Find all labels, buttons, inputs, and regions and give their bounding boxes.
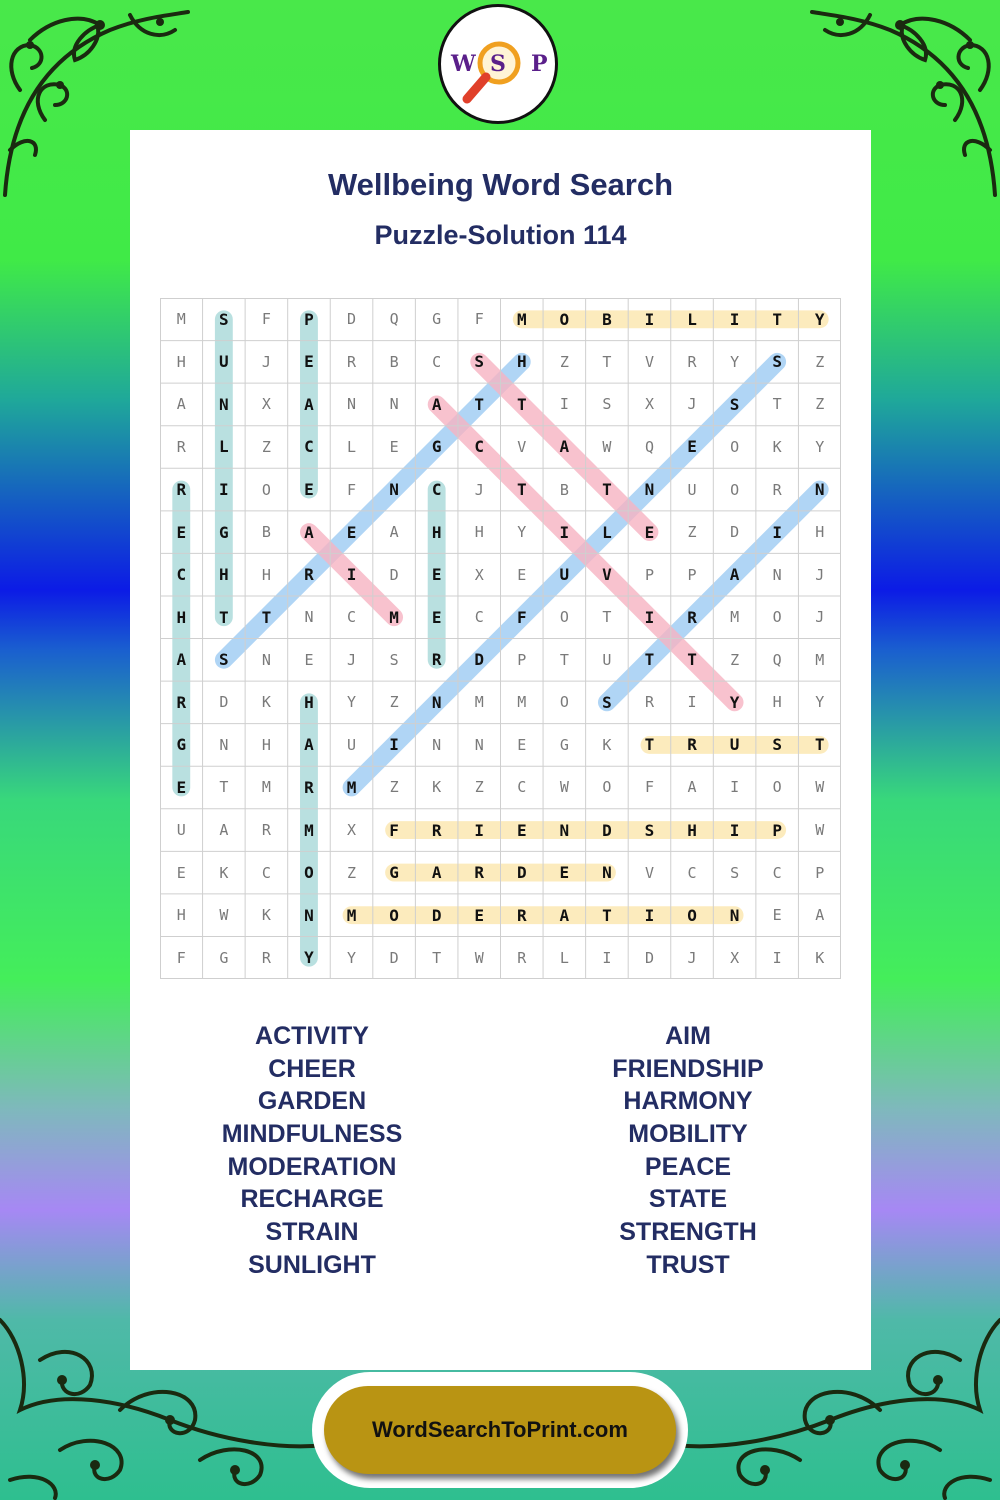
letter-grid (160, 298, 841, 979)
grid-cell[interactable]: R (687, 352, 697, 371)
grid-cell[interactable]: R (644, 693, 654, 712)
grid-cell[interactable]: R (304, 777, 314, 797)
grid-cell[interactable]: P (517, 650, 527, 669)
word-list-item: SUNLIGHT (248, 1250, 376, 1279)
puzzle-subtitle: Puzzle-Solution 114 (374, 220, 627, 250)
grid-cell[interactable]: C (474, 608, 484, 627)
word-list-item: FRIENDSHIP (612, 1054, 764, 1083)
grid-cell[interactable]: H (261, 565, 271, 584)
word-list-item: STRENGTH (619, 1218, 757, 1247)
grid-cell[interactable]: D (389, 948, 399, 967)
grid-cell[interactable]: I (644, 905, 655, 925)
grid-cell[interactable]: M (304, 820, 314, 840)
grid-cell[interactable]: S (730, 863, 740, 882)
grid-cell[interactable]: L (602, 522, 612, 542)
grid-cell[interactable]: N (432, 735, 442, 754)
grid-cell[interactable]: H (772, 693, 782, 712)
grid-cell[interactable]: G (219, 948, 229, 967)
grid-cell[interactable]: I (644, 309, 655, 329)
grid-cell[interactable]: S (772, 735, 782, 755)
grid-cell[interactable]: N (602, 863, 612, 883)
grid-cell[interactable]: H (176, 352, 186, 371)
grid-cell[interactable]: C (304, 437, 314, 457)
grid-cell[interactable]: H (261, 735, 271, 754)
grid-cell[interactable]: N (304, 905, 314, 925)
grid-cell[interactable]: Y (814, 309, 825, 329)
grid-cell[interactable]: W (815, 778, 825, 797)
grid-cell[interactable]: A (431, 394, 442, 414)
grid-cell[interactable]: S (644, 820, 655, 840)
grid-cell[interactable]: C (517, 778, 527, 797)
grid-cell[interactable]: U (347, 735, 357, 754)
grid-cell[interactable]: M (517, 693, 527, 712)
grid-cell[interactable]: M (389, 607, 399, 627)
grid-cell[interactable]: F (644, 778, 654, 797)
grid-cell[interactable]: H (176, 906, 186, 925)
grid-cell[interactable]: P (687, 565, 697, 584)
grid-cell[interactable]: L (347, 437, 357, 456)
grid-cell[interactable]: B (389, 352, 399, 371)
word-list-item: MODERATION (227, 1152, 397, 1181)
grid-cell[interactable]: J (687, 395, 697, 414)
grid-cell[interactable]: J (474, 480, 484, 499)
grid-cell[interactable]: Y (347, 948, 357, 967)
grid-cell[interactable]: J (261, 352, 271, 371)
grid-cell[interactable]: S (389, 650, 399, 669)
grid-cell[interactable]: E (559, 863, 570, 883)
grid-cell[interactable]: I (772, 948, 782, 967)
grid-cell[interactable]: C (261, 863, 271, 882)
grid-cell[interactable]: O (730, 480, 740, 499)
puzzle-title: Wellbeing Word Search (327, 167, 674, 202)
grid-cell[interactable]: M (474, 693, 484, 712)
grid-cell[interactable]: T (772, 309, 782, 329)
grid-cell[interactable]: N (347, 395, 357, 414)
grid-cell[interactable]: E (431, 565, 442, 585)
grid-cell[interactable]: I (346, 565, 357, 585)
grid-cell[interactable]: I (772, 522, 782, 542)
grid-cell[interactable]: T (772, 395, 782, 414)
grid-cell[interactable]: E (176, 777, 187, 797)
grid-cell[interactable]: E (516, 820, 527, 840)
grid-cell[interactable]: E (517, 565, 527, 584)
grid-cell[interactable]: X (347, 821, 357, 840)
grid-cell[interactable]: V (602, 565, 612, 585)
grid-cell[interactable]: J (815, 608, 825, 627)
grid-cell[interactable]: K (219, 863, 229, 882)
grid-cell[interactable]: O (772, 778, 782, 797)
grid-cell[interactable]: Y (815, 437, 825, 456)
logo-letter-w: W (451, 51, 476, 77)
grid-cell[interactable]: T (219, 778, 229, 797)
grid-cell[interactable]: F (347, 480, 357, 499)
grid-cell[interactable]: B (602, 309, 612, 329)
grid-cell[interactable]: R (261, 821, 271, 840)
grid-cell[interactable]: V (644, 863, 654, 882)
grid-cell[interactable]: G (176, 735, 187, 755)
grid-cell[interactable]: M (346, 777, 357, 797)
grid-cell[interactable]: Z (815, 395, 825, 414)
grid-cell[interactable]: I (474, 820, 485, 840)
site-link-button[interactable]: WordSearchToPrint.com (324, 1386, 676, 1474)
grid-cell[interactable]: R (474, 863, 485, 883)
grid-cell[interactable]: D (347, 310, 357, 329)
grid-cell[interactable]: Z (347, 863, 357, 882)
grid-cell[interactable]: U (729, 735, 740, 755)
grid-cell[interactable]: T (602, 608, 612, 627)
grid-cell[interactable]: F (389, 820, 399, 840)
grid-cell[interactable]: E (304, 352, 314, 372)
grid-cell[interactable]: Z (474, 778, 484, 797)
grid-cell[interactable]: D (644, 948, 654, 967)
grid-cell[interactable]: W (602, 437, 612, 456)
grid-cell[interactable]: K (432, 778, 442, 797)
grid-cell[interactable]: G (389, 863, 399, 883)
grid-cell[interactable]: R (687, 607, 697, 627)
grid-cell[interactable]: L (559, 948, 569, 967)
grid-cell[interactable]: J (347, 650, 357, 669)
grid-cell[interactable]: F (474, 310, 484, 329)
grid-cell[interactable]: R (431, 820, 442, 840)
logo-letter-s: S (490, 51, 506, 77)
grid-cell[interactable]: Z (730, 650, 740, 669)
grid-cell[interactable]: D (474, 650, 485, 670)
grid-cell[interactable]: P (772, 820, 782, 840)
grid-cell[interactable]: H (474, 523, 484, 542)
grid-cell[interactable]: C (431, 480, 442, 500)
grid-cell[interactable]: A (559, 437, 570, 457)
grid-cell[interactable]: S (219, 650, 229, 670)
grid-cell[interactable]: T (644, 650, 655, 670)
grid-cell[interactable]: Y (304, 948, 314, 968)
grid-cell[interactable]: W (219, 906, 229, 925)
grid-cell[interactable]: C (474, 437, 485, 457)
grid-cell[interactable]: Y (517, 523, 527, 542)
grid-cell[interactable]: H (815, 523, 825, 542)
grid-cell[interactable]: N (729, 905, 740, 925)
grid-cell[interactable]: R (304, 565, 314, 585)
grid-cell[interactable]: N (389, 395, 399, 414)
grid-cell[interactable]: K (261, 693, 271, 712)
grid-cell[interactable]: T (814, 735, 825, 755)
word-list-item: HARMONY (623, 1087, 753, 1116)
grid-cell[interactable]: N (474, 735, 484, 754)
grid-cell[interactable]: E (772, 906, 782, 925)
grid-cell[interactable]: R (517, 948, 527, 967)
grid-cell[interactable]: E (176, 863, 186, 882)
grid-cell[interactable]: B (559, 480, 569, 499)
grid-cell[interactable]: R (687, 735, 697, 755)
grid-cell[interactable]: P (815, 863, 825, 882)
grid-cell[interactable]: B (261, 523, 271, 542)
grid-cell[interactable]: I (644, 607, 655, 627)
grid-cell[interactable]: X (261, 395, 271, 414)
grid-cell[interactable]: E (474, 905, 485, 925)
grid-cell[interactable]: V (644, 352, 654, 371)
grid-cell[interactable]: H (304, 692, 314, 712)
grid-cell[interactable]: Q (644, 437, 654, 456)
grid-cell[interactable]: Y (347, 693, 357, 712)
grid-cell[interactable]: R (347, 352, 357, 371)
grid-cell[interactable]: N (814, 480, 825, 500)
grid-cell[interactable]: J (815, 565, 825, 584)
grid-cell[interactable]: A (304, 735, 314, 755)
grid-cell[interactable]: N (559, 820, 570, 840)
grid-cell[interactable]: C (687, 863, 697, 882)
grid-cell[interactable]: I (729, 820, 740, 840)
grid-cell[interactable]: H (516, 352, 527, 372)
grid-cell[interactable]: I (219, 480, 229, 500)
grid-cell[interactable]: H (431, 522, 442, 542)
word-list-item: MINDFULNESS (221, 1120, 403, 1149)
grid-cell[interactable]: A (559, 905, 570, 925)
word-list-left (162, 1020, 462, 1282)
grid-cell[interactable]: O (730, 437, 740, 456)
grid-cell[interactable]: I (730, 778, 740, 797)
grid-cell[interactable]: I (687, 693, 697, 712)
grid-cell[interactable]: T (687, 650, 697, 670)
grid-cell[interactable]: G (431, 437, 442, 457)
grid-cell[interactable]: A (431, 863, 442, 883)
grid-cell[interactable]: N (772, 565, 782, 584)
word-list-item: STATE (648, 1185, 728, 1214)
grid-cell[interactable]: E (389, 437, 399, 456)
grid-cell[interactable]: O (261, 480, 271, 499)
grid-cell[interactable]: K (815, 948, 825, 967)
grid-cell[interactable]: Q (772, 650, 782, 669)
grid-cell[interactable]: T (602, 905, 612, 925)
grid-cell[interactable]: D (730, 523, 740, 542)
word-list-item: ACTIVITY (255, 1022, 369, 1050)
grid-cell[interactable]: S (602, 395, 612, 414)
grid-cell[interactable]: P (304, 309, 314, 329)
grid-cell[interactable]: D (219, 693, 229, 712)
word-list-item: AIM (665, 1022, 711, 1050)
grid-cell[interactable]: E (304, 480, 314, 500)
grid-cell[interactable]: H (687, 820, 697, 840)
grid-cell[interactable]: A (304, 522, 314, 542)
grid-cell[interactable]: S (474, 352, 485, 372)
grid-cell[interactable]: O (772, 608, 782, 627)
grid-cell[interactable]: E (687, 437, 697, 457)
grid-cell[interactable]: T (432, 948, 442, 967)
grid-cell[interactable]: C (347, 608, 357, 627)
grid-cell[interactable]: T (644, 735, 655, 755)
grid-cell[interactable]: M (730, 608, 740, 627)
grid-cell[interactable]: F (176, 948, 186, 967)
grid-cell[interactable]: E (431, 607, 442, 627)
grid-cell[interactable]: E (517, 735, 527, 754)
grid-cell[interactable]: F (261, 310, 271, 329)
grid-cell[interactable]: K (602, 735, 612, 754)
grid-cell[interactable]: Z (389, 778, 399, 797)
grid-cell[interactable]: U (687, 480, 697, 499)
grid-cell[interactable]: M (346, 905, 357, 925)
word-list-item: RECHARGE (240, 1185, 384, 1214)
grid-cell[interactable]: R (176, 480, 187, 500)
grid-cell[interactable]: V (517, 437, 527, 456)
grid-cell[interactable]: C (176, 565, 187, 585)
grid-cell[interactable]: R (516, 905, 527, 925)
grid-cell[interactable]: L (687, 309, 697, 329)
logo-letter-p: P (531, 51, 548, 77)
grid-cell[interactable]: I (602, 948, 612, 967)
grid-cell[interactable]: E (346, 522, 357, 542)
grid-cell[interactable]: O (687, 905, 697, 925)
grid-cell[interactable]: A (729, 565, 740, 585)
grid-cell[interactable]: C (772, 863, 782, 882)
grid-cell[interactable]: A (304, 394, 314, 414)
grid-cell[interactable]: W (474, 948, 484, 967)
grid-cell[interactable]: T (474, 394, 485, 414)
grid-cell[interactable]: J (687, 948, 697, 967)
grid-cell[interactable]: D (431, 905, 442, 925)
grid-cell[interactable]: Z (559, 352, 569, 371)
grid-cell[interactable]: Z (261, 437, 271, 456)
grid-cell[interactable]: T (602, 480, 612, 500)
grid-cell[interactable]: M (815, 650, 825, 669)
grid-cell[interactable]: I (559, 395, 569, 414)
grid-cell[interactable]: R (261, 948, 271, 967)
grid-cell[interactable]: X (474, 565, 484, 584)
grid-cell[interactable]: A (176, 650, 187, 670)
grid-cell[interactable]: T (261, 607, 272, 627)
grid-cell[interactable]: I (729, 309, 740, 329)
grid-cell[interactable]: S (729, 394, 740, 414)
word-list-item: CHEER (268, 1054, 356, 1083)
grid-cell[interactable]: U (559, 565, 570, 585)
grid-cell[interactable]: U (602, 650, 612, 669)
grid-cell[interactable]: G (219, 522, 229, 542)
grid-cell[interactable]: M (176, 310, 186, 329)
grid-cell[interactable]: O (559, 309, 570, 329)
grid-cell[interactable]: R (176, 692, 187, 712)
grid-cell[interactable]: L (219, 437, 229, 457)
grid-cell[interactable]: D (602, 820, 612, 840)
grid-cell[interactable]: N (431, 692, 442, 712)
grid-cell[interactable]: I (389, 735, 399, 755)
grid-cell[interactable]: A (219, 821, 229, 840)
grid-cell[interactable]: D (516, 863, 527, 883)
grid-cell[interactable]: N (219, 394, 229, 414)
grid-cell[interactable]: S (772, 352, 782, 372)
grid-cell[interactable]: M (516, 309, 527, 329)
grid-cell[interactable]: Z (815, 352, 825, 371)
grid-cell[interactable]: U (176, 821, 186, 840)
grid-cell[interactable]: N (304, 608, 314, 627)
grid-cell[interactable]: K (261, 906, 271, 925)
word-list-item: STRAIN (265, 1218, 359, 1247)
grid-cell[interactable]: E (644, 522, 655, 542)
grid-cell[interactable]: P (644, 565, 654, 584)
grid-cell[interactable]: N (389, 480, 399, 500)
grid-cell[interactable]: M (261, 778, 271, 797)
grid-cell[interactable]: A (389, 523, 399, 542)
grid-cell[interactable]: R (431, 650, 442, 670)
grid-cell[interactable]: T (559, 650, 569, 669)
grid-cell[interactable]: G (559, 735, 569, 754)
grid-cell[interactable]: N (261, 650, 271, 669)
grid-cell[interactable]: F (516, 607, 527, 627)
word-list-item: GARDEN (257, 1087, 367, 1116)
grid-cell[interactable]: U (219, 352, 229, 372)
grid-cell[interactable]: X (730, 948, 740, 967)
word-list-item: TRUST (646, 1250, 730, 1279)
word-list-item: MOBILITY (628, 1120, 748, 1149)
grid-cell[interactable]: E (176, 522, 187, 542)
grid-cell[interactable]: Q (389, 310, 399, 329)
grid-cell[interactable]: I (559, 522, 570, 542)
grid-cell[interactable]: X (644, 395, 654, 414)
grid-cell[interactable]: W (815, 821, 825, 840)
grid-cell[interactable]: T (219, 607, 229, 627)
grid-cell[interactable]: A (815, 906, 825, 925)
grid-cell[interactable]: Z (687, 523, 697, 542)
grid-cell[interactable]: N (644, 480, 655, 500)
grid-cell[interactable]: H (219, 565, 229, 585)
grid-cell[interactable]: N (219, 735, 229, 754)
grid-cell[interactable]: O (559, 608, 569, 627)
word-list-item: PEACE (644, 1152, 732, 1181)
grid-cell[interactable]: K (772, 437, 782, 456)
grid-cell[interactable]: Z (389, 693, 399, 712)
grid-cell[interactable]: G (432, 310, 442, 329)
word-list-right (538, 1020, 838, 1282)
grid-cell[interactable]: T (602, 352, 612, 371)
grid-cell[interactable]: O (602, 778, 612, 797)
grid-cell[interactable]: Y (815, 693, 825, 712)
grid-cell[interactable]: O (559, 693, 569, 712)
grid-cell[interactable]: R (772, 480, 782, 499)
grid-cell[interactable]: E (304, 650, 314, 669)
grid-cell[interactable]: A (176, 395, 186, 414)
grid-cell[interactable]: T (516, 480, 527, 500)
grid-cell[interactable]: Y (730, 352, 740, 371)
grid-cell[interactable]: C (432, 352, 442, 371)
site-logo[interactable] (438, 4, 558, 124)
grid-cell[interactable]: Y (729, 692, 740, 712)
grid-cell[interactable]: S (602, 692, 612, 712)
grid-cell[interactable]: W (559, 778, 569, 797)
grid-cell[interactable]: T (516, 394, 527, 414)
grid-cell[interactable]: O (389, 905, 399, 925)
grid-cell[interactable]: H (176, 607, 187, 627)
footer-badge (312, 1372, 688, 1488)
grid-cell[interactable]: A (687, 778, 697, 797)
grid-cell[interactable]: O (304, 863, 314, 883)
grid-cell[interactable]: S (219, 309, 229, 329)
grid-cell[interactable]: D (389, 565, 399, 584)
grid-cell[interactable]: R (176, 437, 186, 456)
